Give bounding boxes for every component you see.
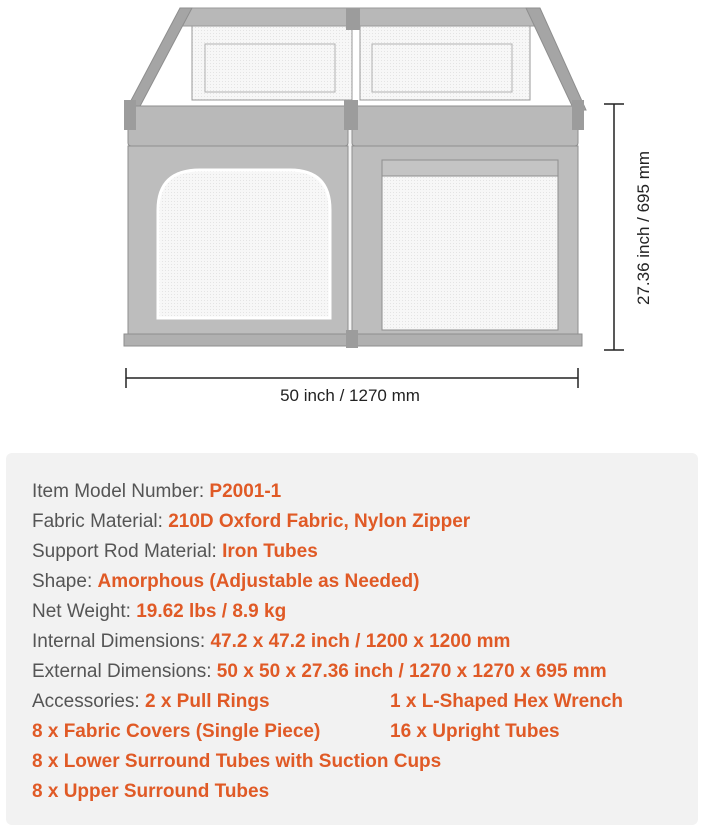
spec-external-label: External Dimensions: xyxy=(32,661,217,682)
accessory-item: 2 x Pull Rings xyxy=(144,691,270,712)
accessory-item xyxy=(32,721,320,743)
spec-fabric xyxy=(32,511,470,533)
spec-weight-label: Net Weight: xyxy=(32,601,137,622)
spec-shape-label: Shape: xyxy=(32,571,98,592)
height-dimension-text: 27.36 inch / 695 mm xyxy=(634,150,653,306)
accessory-item-text: 8 x Fabric Covers (Single Piece) xyxy=(32,721,321,742)
accessory-item xyxy=(32,751,441,773)
spec-fabric-value: 210D Oxford Fabric, Nylon Zipper xyxy=(168,511,471,532)
accessory-item-text: 1 x L-Shaped Hex Wrench xyxy=(390,691,623,712)
accessory-item xyxy=(390,721,560,743)
spec-internal-value: 47.2 x 47.2 inch / 1200 x 1200 mm xyxy=(210,631,511,652)
spec-rod-value: Iron Tubes xyxy=(222,541,318,562)
accessory-item-text: 8 x Upper Surround Tubes xyxy=(32,781,270,802)
accessory-item-text: 8 x Lower Surround Tubes with Suction Cups xyxy=(32,751,442,772)
spec-rod xyxy=(32,541,318,563)
spec-fabric-label: Fabric Material: xyxy=(32,511,169,532)
accessory-item-text: 16 x Upright Tubes xyxy=(390,721,560,742)
spec-weight-value: 19.62 lbs / 8.9 kg xyxy=(136,601,287,622)
accessory-item xyxy=(32,781,269,803)
spec-external xyxy=(32,661,607,683)
spec-weight xyxy=(32,601,286,623)
specifications-panel xyxy=(6,453,698,825)
spec-external-value: 50 x 50 x 27.36 inch / 1270 x 1270 x 695 mm xyxy=(216,661,607,682)
spec-model-value: P2001-1 xyxy=(209,481,282,502)
spec-accessories-label: Accessories: xyxy=(32,691,145,712)
accessory-item xyxy=(390,691,623,713)
width-dimension-label: 50 inch / 1270 mm xyxy=(280,386,420,405)
spec-model-label: Item Model Number: xyxy=(32,481,210,502)
spec-shape xyxy=(32,571,420,593)
spec-shape-value: Amorphous (Adjustable as Needed) xyxy=(97,571,420,592)
spec-internal xyxy=(32,631,510,653)
spec-model xyxy=(32,481,281,503)
spec-internal-label: Internal Dimensions: xyxy=(32,631,211,652)
spec-rod-label: Support Rod Material: xyxy=(32,541,223,562)
spec-accessories xyxy=(32,691,270,713)
